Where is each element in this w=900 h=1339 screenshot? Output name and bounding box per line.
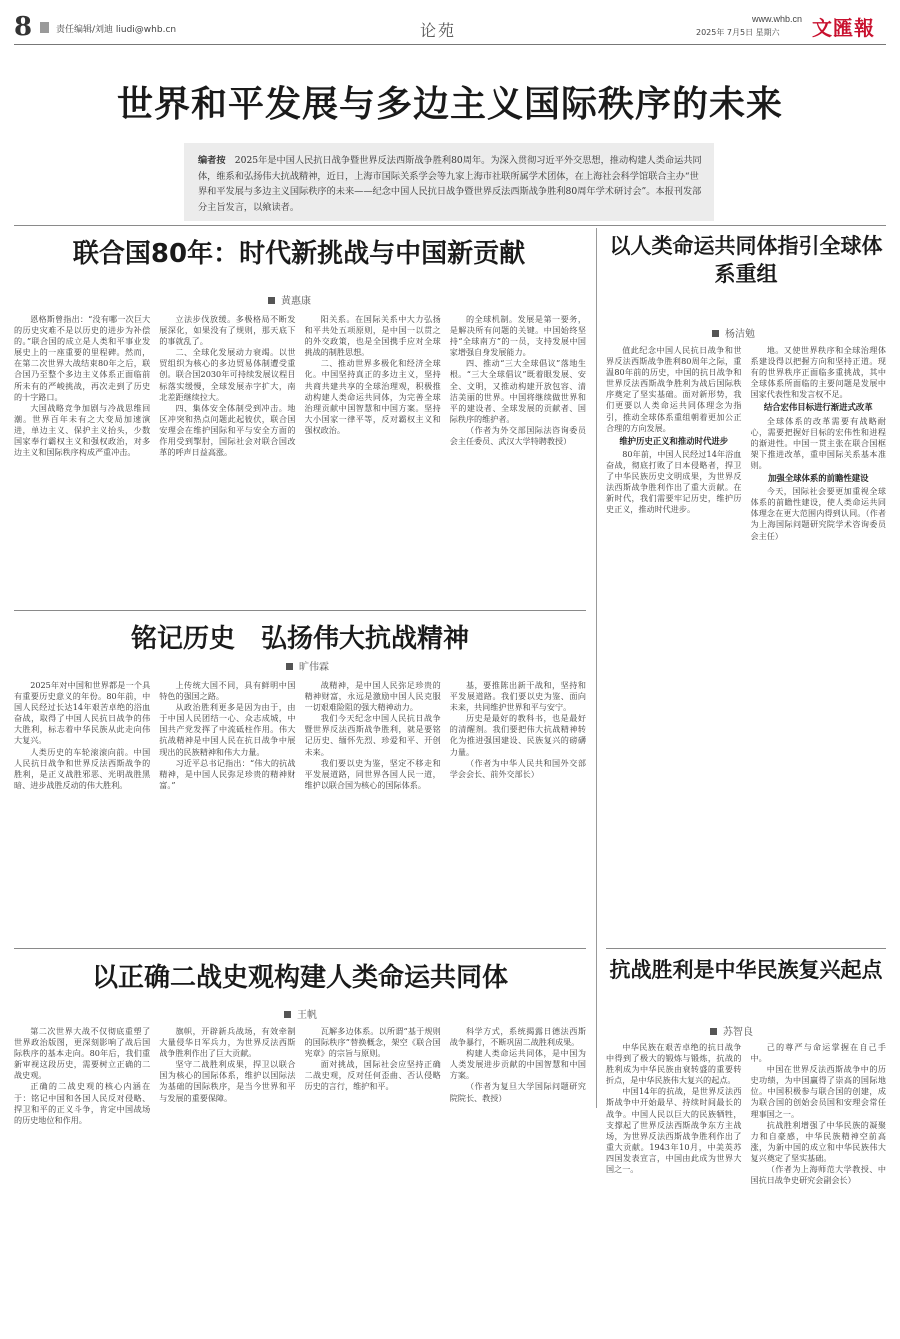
- editor-note-label: 编者按: [198, 155, 226, 166]
- text-column: [14, 314, 150, 604]
- paragraph: 阳关系。在国际关系中大力弘扬和平共处五项原则，是中国一以贯之的外交政策，也是全国携手应对全球挑战的制胜思想。: [304, 314, 441, 358]
- paragraph: 旗帜，开辟新兵战场，有效牵制大量侵华日军兵力，为世界反法西斯战争胜利作出了巨大贡献。: [159, 1026, 296, 1059]
- site-url[interactable]: www.whb.cn: [752, 14, 803, 24]
- text-column: [159, 314, 295, 604]
- article-body: [14, 680, 586, 945]
- text-column: [450, 314, 586, 604]
- paragraph: 上传统大国不同，具有鲜明中国特色的强国之路。: [159, 680, 296, 702]
- paragraph: 今天，国际社会要更加重视全球体系的前瞻性建设，使人类命运共同体理念在更大范围内得到认同。（作者为上海国际问题研究院学术咨询委员会主任）: [750, 486, 886, 541]
- article-title: 以人类命运共同体指引全球体系重组: [609, 234, 883, 286]
- issue-date: 2025年 7月5日 星期六: [696, 28, 780, 37]
- article-subhead: 结合宏伟目标进行渐进式改革: [763, 402, 873, 413]
- paragraph: 中国14年的抗战，是世界反法西斯战争中开始最早、持续时间最长的战争。中国人民以巨大的民族牺牲，支撑起了世界反法西斯战争东方主战场，为世界反法西斯战争胜利作出了重大贡献。1943年10月，中美英苏四国发表宣言，中国由此成为世界大国之一。: [606, 1086, 742, 1175]
- paragraph: （作者为外交部国际法咨询委员会主任委员、武汉大学特聘教授）: [449, 424, 586, 447]
- paragraph: （作者为中华人民共和国外交部学会会长、前外交部长）: [449, 757, 586, 779]
- paragraph: 正确的二战史观的核心内涵在于：铭记中国和各国人民反对侵略、捍卫和平的正义斗争，肯定中国战场的历史地位和作用。: [14, 1081, 151, 1125]
- paragraph: 全球体系的改革需要有战略耐心，需要把握好目标的宏伟性和进程的渐进性。中国一贯主张在联合国框架下推进改革，重申国际关系基本准则。: [750, 415, 886, 470]
- text-column: [305, 680, 441, 945]
- header-rule: [14, 44, 886, 45]
- article-subhead: 维护历史正义和推动时代进步: [619, 435, 729, 446]
- newspaper-logo: 文匯報: [812, 16, 875, 40]
- article-body: [606, 1042, 886, 1332]
- editor-note: [198, 153, 704, 215]
- article-body: [606, 345, 886, 942]
- paragraph: 历史是最好的教科书，也是最好的清醒剂。我们要把伟大抗战精神转化为推进强国建设、民族复兴的磅礴力量。: [449, 713, 586, 757]
- paragraph: 立法步伐放缓。多极格局不断发展深化，如果没有了规则，那天底下的事就乱了。: [159, 314, 296, 347]
- paragraph: 构建人类命运共同体，是中国为人类发展进步贡献的中国智慧和中国方案。: [449, 1048, 586, 1081]
- article-body: [14, 1026, 586, 1332]
- paragraph: 人类历史的车轮滚滚向前。中国人民抗日战争和世界反法西斯战争的胜利，是正义战胜邪恶、光明战胜黑暗、进步战胜反动的伟大胜利。: [14, 746, 151, 790]
- paragraph: 恩格斯曾指出：“没有哪一次巨大的历史灾难不是以历史的进步为补偿的。”联合国的成立是人类和平事业发展史上的一座重要的里程碑。然而，在第二次世界大战结束80年之后，联合国乃至整个多边主义体系正面临前所未有的严峻挑战，再次走到了历史的十字路口。: [14, 314, 151, 402]
- paragraph: 的全球机制。发展是第一要务，是解决所有问题的关键。中国始终坚持“全球南方”的一员，支持发展中国家增强自身发展能力。: [449, 314, 586, 358]
- author-square-icon: [268, 297, 275, 304]
- section-name: 论苑: [420, 21, 457, 40]
- paragraph: 面对挑战，国际社会应坚持正确二战史观，反对任何歪曲、否认侵略历史的言行，维护和平。: [304, 1059, 441, 1092]
- paragraph: 习近平总书记指出：“伟大的抗战精神，是中国人民弥足珍贵的精神财富。”: [159, 757, 296, 790]
- editor-credit: 责任编辑/刘迪 liudi@whb.cn: [56, 25, 177, 35]
- paragraph: 值此纪念中国人民抗日战争和世界反法西斯战争胜利80周年之际，重温80年前的历史，中国的抗日战争和世界反法西斯战争胜利为战后国际秩序奠定了坚实基础。面对新形势，我们更要以人类命运共同体理念为指引，推动全球体系重组朝着更加公正合理的方向发展。: [606, 345, 742, 433]
- paragraph: 2025年对中国和世界都是一个具有重要历史意义的年份。80年前，中国人民经过长达14年艰苦卓绝的浴血奋战，取得了中国人民抗日战争的伟大胜利，标志着中华民族从此走向伟大复兴。: [14, 680, 151, 746]
- text-column: [450, 680, 586, 945]
- paragraph: 四、推动“三大全球倡议”落地生根。“三大全球倡议”既着眼发展、安全、文明，又推动构建开放包容、清洁美丽的世界。中国将继续做世界和平的建设者、全球发展的贡献者、国际秩序的维护者。: [449, 358, 586, 424]
- paragraph: 己的尊严与命运掌握在自己手中。: [750, 1042, 886, 1064]
- paragraph: 二、全球化发展动力衰竭。以世贸组织为核心的多边贸易体制遭受重创。联合国2030年可持续发展议程目标落实缓慢，全球发展赤字扩大，南北差距继续拉大。: [159, 347, 296, 402]
- main-title: 世界和平发展与多边主义国际秩序的未来: [116, 84, 783, 125]
- divider: [14, 610, 586, 611]
- paragraph: 我们要以史为鉴，坚定不移走和平发展道路，同世界各国人民一道，维护以联合国为核心的国际体系。: [304, 757, 441, 790]
- page-number: 8: [14, 12, 33, 42]
- article-title: 联合国80年：时代新挑战与中国新贡献: [72, 239, 526, 269]
- paragraph: 中华民族在艰苦卓绝的抗日战争中得到了极大的锻炼与锻炼，抗战的胜利成为中华民族由衰转盛的重要转折点，是中华民族伟大复兴的起点。: [606, 1042, 742, 1086]
- paragraph: 地。又使世界秩序和全球治理体系建设得以把握方向和坚持正道。现有的世界秩序正面临多重挑战，其中全球体系所面临的主要问题是发展中国家代表性和发言权不足。: [750, 345, 886, 400]
- article-body: [14, 314, 586, 604]
- paragraph: 基，要推陈出新干战和，坚持和平发展道路。我们要以史为鉴、面向未来，共同维护世界和平与安宁。: [449, 680, 586, 713]
- text-column: [305, 314, 441, 604]
- paragraph: 我们今天纪念中国人民抗日战争暨世界反法西斯战争胜利，就是要铭记历史、缅怀先烈、珍爱和平、开创未来。: [304, 713, 441, 757]
- header-bar-decoration: [40, 22, 49, 33]
- paragraph: 从政治胜利更多是因为由于，由于中国人民团结一心、众志成城，中国共产党发挥了中流砥柱作用。伟大抗战精神是中国人民在抗日战争中展现出的民族精神和伟大力量。: [159, 702, 296, 757]
- paragraph: 抗战胜利增强了中华民族的凝聚力和自豪感，中华民族精神空前高涨，为新中国的成立和中华民族伟大复兴奠定了坚实基础。: [750, 1119, 886, 1163]
- text-column: [159, 680, 295, 945]
- paragraph: 二、推动世界多极化和经济全球化。中国坚持真正的多边主义，坚持共商共建共享的全球治理观，积极推动构建人类命运共同体，为完善全球治理贡献中国智慧和中国方案。坚持大小国家一律平等，反对霸权主义和强权政治。: [304, 358, 441, 435]
- paragraph: 第二次世界大战不仅彻底重塑了世界政治版图，更深刻影响了战后国际秩序的基本走向。80年后，我们重新审视这段历史，需要树立正确的二战史观。: [14, 1026, 151, 1081]
- author-square-icon: [710, 1028, 717, 1035]
- text-column: [450, 1026, 586, 1332]
- article-author: 杨洁勉: [712, 325, 755, 340]
- article-subhead: 加强全球体系的前瞻性建设: [768, 473, 869, 484]
- text-column: [14, 680, 150, 945]
- author-square-icon: [712, 330, 719, 337]
- paragraph: （作者为上海师范大学教授、中国抗日战争史研究会副会长）: [750, 1164, 886, 1186]
- text-column: [14, 1026, 150, 1332]
- divider: [14, 225, 886, 226]
- author-square-icon: [286, 663, 293, 670]
- article-author: 黄惠康: [268, 292, 311, 307]
- article-author: 苏智良: [710, 1023, 753, 1038]
- column-divider: [596, 228, 597, 1108]
- article-author: 旷伟霖: [286, 658, 329, 673]
- editor-note-text: 2025年是中国人民抗日战争暨世界反法西斯战争胜利80周年。为深入贯彻习近平外交思想，推动构建人类命运共同体，维系和弘扬伟大抗战精神，近日，上海市国际关系学会等九家上海市社联所属学术团体，在上海社会科学馆联合主办“世界和平发展与多边主义国际秩序的未来——纪念中国人民抗日战争暨世界反法西斯战争胜利80周年学术研讨会”。本报刊发部分主旨发言，以飨读者。: [198, 155, 702, 213]
- text-column: [751, 345, 887, 942]
- paragraph: 中国在世界反法西斯战争中的历史功绩，为中国赢得了崇高的国际地位。中国积极参与联合国的创建，成为联合国的创始会员国和安理会常任理事国之一。: [750, 1064, 886, 1119]
- article-title: 铭记历史 弘扬伟大抗战精神: [130, 624, 469, 654]
- paragraph: 坚守二战胜利成果，捍卫以联合国为核心的国际体系，维护以国际法为基础的国际秩序，是当今世界和平与发展的重要保障。: [159, 1059, 296, 1103]
- paragraph: 80年前，中国人民经过14年浴血奋战，彻底打败了日本侵略者，捍卫了中华民族历史文明成果，为世界反法西斯战争胜利作出了重大贡献。在新时代，我们需要牢记历史，维护历史正义，推动时代进步。: [606, 448, 742, 515]
- divider: [14, 948, 586, 949]
- article-title: 以正确二战史观构建人类命运共同体: [91, 963, 508, 993]
- divider: [606, 948, 886, 949]
- text-column: [606, 345, 742, 942]
- text-column: [305, 1026, 441, 1332]
- text-column: [751, 1042, 887, 1332]
- paragraph: （作者为复旦大学国际问题研究院院长、教授）: [449, 1081, 586, 1103]
- paragraph: 战精神，是中国人民弥足珍贵的精神财富，永远是激励中国人民克服一切艰难险阻的强大精神动力。: [304, 680, 441, 713]
- article-title: 抗战胜利是中华民族复兴起点: [609, 958, 883, 982]
- text-column: [606, 1042, 742, 1332]
- paragraph: 瓦解多边体系。以所谓“基于规则的国际秩序”替换概念，架空《联合国宪章》的宗旨与原则。: [304, 1026, 441, 1059]
- paragraph: 大国战略竞争加剧与冷战思维回潮。世界百年未有之大变局加速演进，单边主义、保护主义抬头，少数国家奉行霸权主义和强权政治，对多边主义和国际秩序构成严重冲击。: [14, 402, 151, 458]
- text-column: [159, 1026, 295, 1332]
- paragraph: 四、集体安全体制受到冲击。地区冲突和热点问题此起彼伏，联合国安理会在维护国际和平与安全方面的作用受到掣肘，国际社会对联合国改革的呼声日益高涨。: [159, 402, 296, 458]
- article-author: 王帆: [284, 1006, 317, 1021]
- paragraph: 科学方式，系统揭露日德法西斯战争暴行，不断巩固二战胜利成果。: [449, 1026, 586, 1048]
- author-square-icon: [284, 1011, 291, 1018]
